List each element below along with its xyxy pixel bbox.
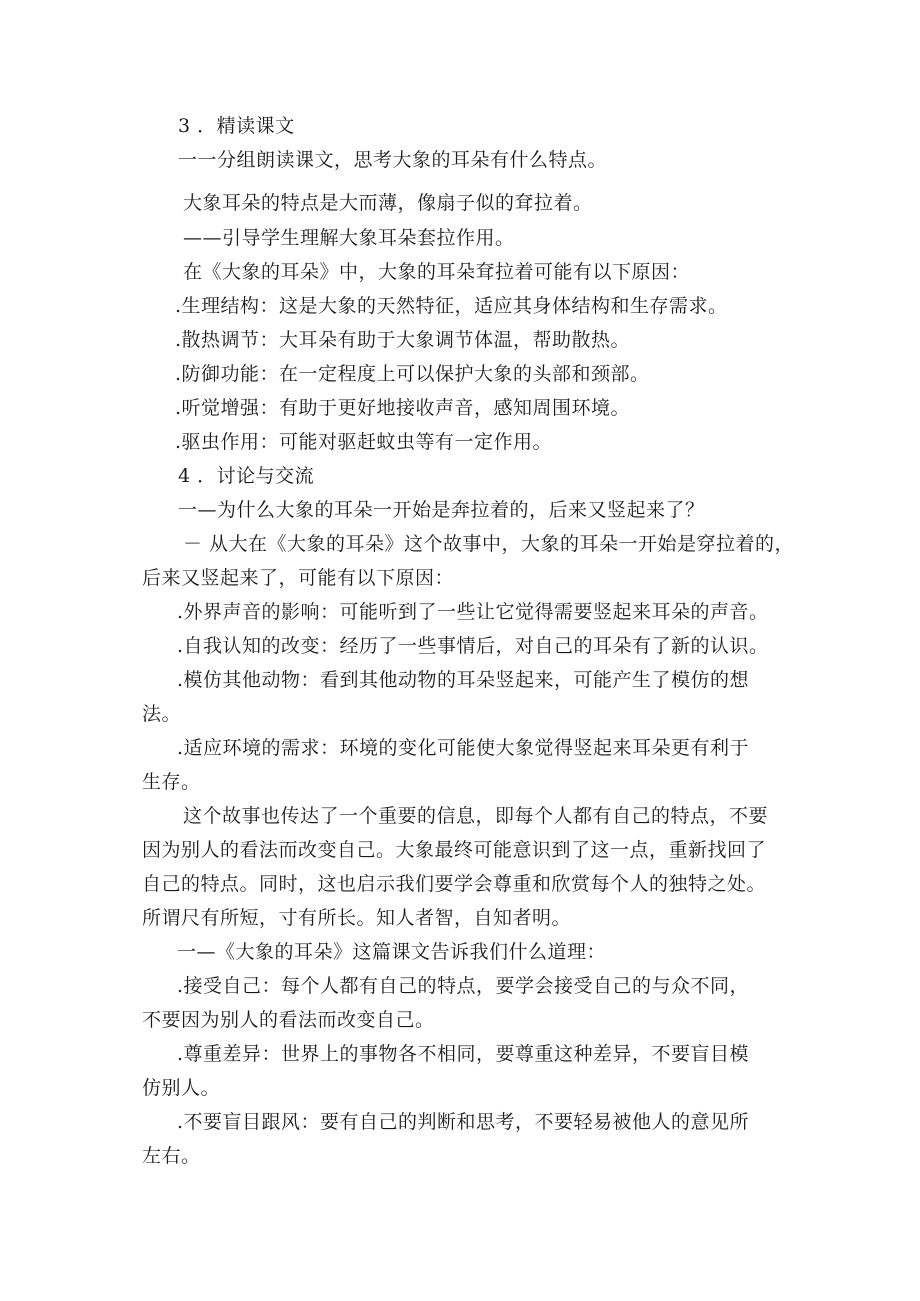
text-line: 左右。 <box>142 1145 201 1167</box>
text-line: 后来又竖起来了，可能有以下原因： <box>142 567 455 589</box>
list-item: .自我认知的改变：经历了一些事情后，对自己的耳朵有了新的认识。 <box>177 635 769 657</box>
list-item: .听觉增强：有助于更好地接收声音，感知周围环境。 <box>175 397 631 419</box>
list-item: .外界声音的影响：可能听到了一些让它觉得需要竖起来耳朵的声音。 <box>177 601 769 623</box>
text-line: 在《大象的耳朵》中，大象的耳朵耷拉着可能有以下原因： <box>183 261 691 283</box>
list-item: .防御功能：在一定程度上可以保护大象的头部和颈部。 <box>175 363 650 385</box>
text-line: 大象耳朵的特点是大而薄，像扇子似的耷拉着。 <box>183 192 593 214</box>
list-item: .生理结构：这是大象的天然特征，适应其身体结构和生存需求。 <box>175 295 728 317</box>
list-item: .不要盲目跟风：要有自己的判断和思考，不要轻易被他人的意见所 <box>177 1111 750 1133</box>
list-item: .驱虫作用：可能对驱赶蚊虫等有一定作用。 <box>175 431 553 453</box>
list-item: .散热调节：大耳朵有助于大象调节体温，帮助散热。 <box>175 329 631 351</box>
paragraph-line: 因为别人的看法而改变自己。大象最终可能意识到了这一点，重新找回了 <box>142 839 767 861</box>
section-heading-3: 3 ．精读课文 <box>178 115 295 137</box>
list-item: .模仿其他动物：看到其他动物的耳朵竖起来，可能产生了模仿的想 <box>177 669 750 691</box>
paragraph-line: 这个故事也传达了一个重要的信息，即每个人都有自己的特点，不要 <box>183 805 769 827</box>
text-line: － 从大在《大象的耳朵》这个故事中，大象的耳朵一开始是穿拉着的， <box>183 533 795 555</box>
text-line: 生存。 <box>142 771 201 793</box>
list-item: .尊重差异：世界上的事物各不相同，要尊重这种差异，不要盲目模 <box>177 1043 750 1065</box>
list-item: .适应环境的需求：环境的变化可能使大象觉得竖起来耳朵更有利于 <box>177 737 750 759</box>
text-line: 不要因为别人的看法而改变自己。 <box>142 1009 435 1031</box>
text-line: 法。 <box>142 703 182 725</box>
text-line: 仿别人。 <box>142 1077 221 1099</box>
prompt-line: 一一分组朗读课文，思考大象的耳朵有什么特点。 <box>178 149 608 171</box>
prompt-line: 一—为什么大象的耳朵一开始是奔拉着的，后来又竖起来了？ <box>178 499 705 521</box>
paragraph-line: 自己的特点。同时，这也启示我们要学会尊重和欣赏每个人的独特之处。 <box>142 873 767 895</box>
paragraph-line: 所谓尺有所短，寸有所长。知人者智，自知者明。 <box>142 907 572 929</box>
prompt-line: ——引导学生理解大象耳朵套拉作用。 <box>183 227 515 249</box>
list-item: .接受自己：每个人都有自己的特点，要学会接受自己的与众不同， <box>177 975 750 997</box>
prompt-line: 一—《大象的耳朵》这篇课文告诉我们什么道理： <box>177 941 607 963</box>
section-heading-4: 4 ．讨论与交流 <box>178 465 315 487</box>
